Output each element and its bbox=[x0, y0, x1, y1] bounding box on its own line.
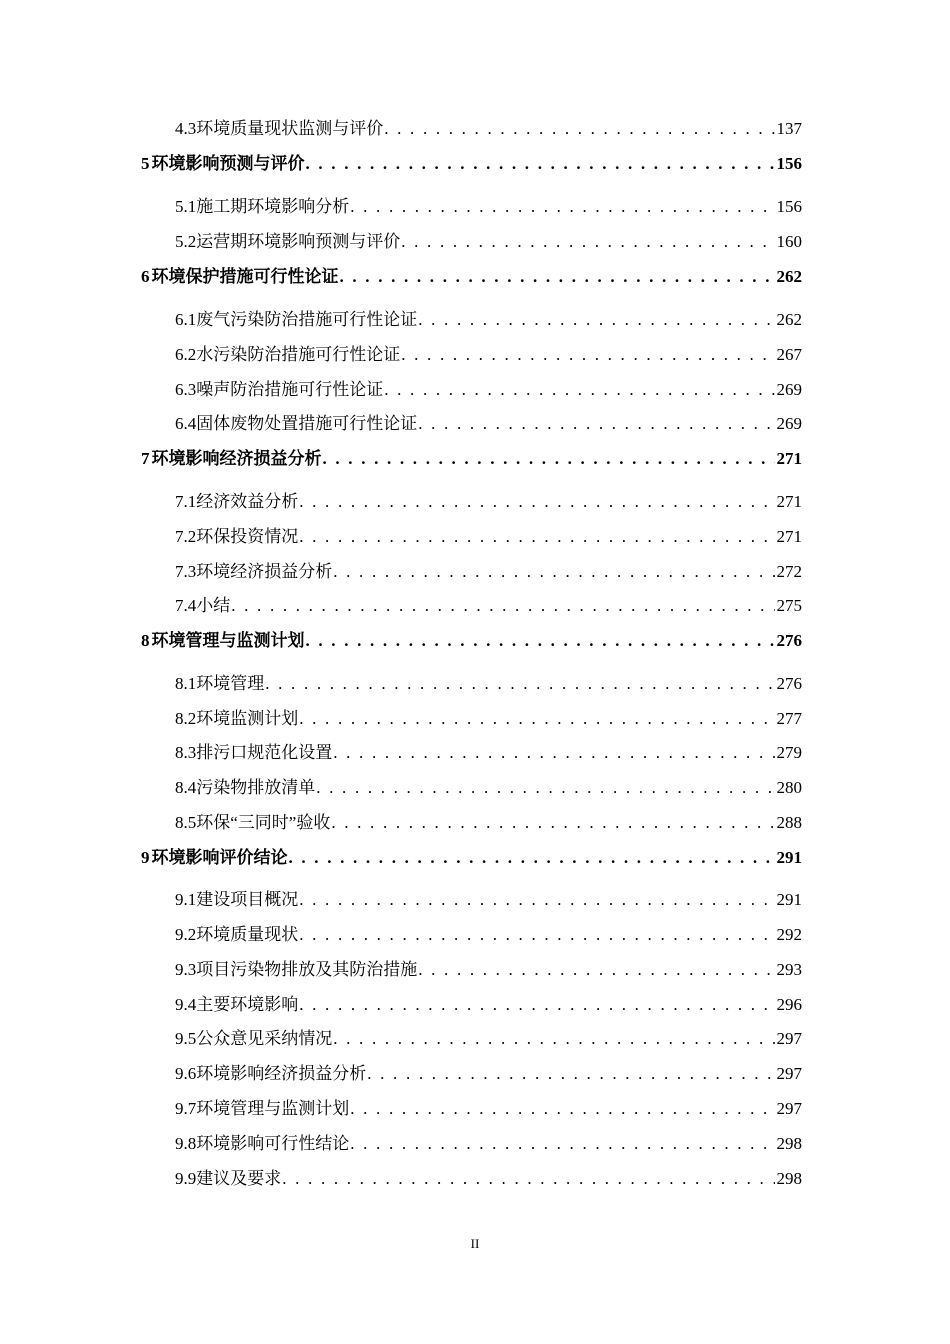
toc-entry-page: 279 bbox=[776, 743, 802, 762]
toc-entry-page: 262 bbox=[776, 267, 802, 286]
toc-dot-leader bbox=[418, 413, 774, 435]
toc-entry[interactable] bbox=[0, 524, 950, 550]
toc-entry[interactable] bbox=[0, 411, 950, 437]
toc-entry-page: 137 bbox=[776, 119, 802, 138]
toc-entry-page: 298 bbox=[776, 1169, 802, 1188]
toc-entry-title: 污染物排放清单 bbox=[196, 778, 316, 797]
toc-entry[interactable] bbox=[0, 957, 950, 983]
toc-entry[interactable] bbox=[0, 151, 950, 177]
toc-entry[interactable] bbox=[0, 342, 950, 368]
toc-entry-page: 292 bbox=[776, 925, 802, 944]
toc-entry[interactable] bbox=[0, 740, 950, 766]
toc-dot-leader bbox=[350, 1098, 774, 1120]
toc-entry-page: 272 bbox=[776, 562, 802, 581]
toc-dot-leader bbox=[299, 526, 774, 548]
toc-dot-leader bbox=[333, 561, 774, 583]
toc-entry-number: 9.7 bbox=[175, 1099, 197, 1118]
toc-entry[interactable] bbox=[0, 446, 950, 472]
toc-dot-leader bbox=[299, 889, 774, 911]
toc-entry[interactable] bbox=[0, 922, 950, 948]
toc-entry-title: 项目污染物排放及其防治措施 bbox=[196, 960, 418, 979]
toc-entry-title: 施工期环境影响分析 bbox=[196, 197, 350, 216]
toc-entry-number: 9 bbox=[141, 848, 150, 867]
toc-entry-page: 297 bbox=[776, 1099, 802, 1118]
toc-dot-leader bbox=[384, 379, 774, 401]
toc-entry-title: 环境影响评价结论 bbox=[151, 848, 288, 867]
toc-entry-title: 噪声防治措施可行性论证 bbox=[196, 380, 384, 399]
toc-entry[interactable] bbox=[0, 593, 950, 619]
toc-entry-page: 280 bbox=[776, 778, 802, 797]
toc-entry-title: 环境管理与监测计划 bbox=[151, 631, 305, 650]
toc-entry-number: 7.2 bbox=[175, 527, 197, 546]
toc-entry-number: 6.2 bbox=[175, 345, 197, 364]
toc-entry-page: 293 bbox=[776, 960, 802, 979]
toc-entry[interactable] bbox=[0, 194, 950, 220]
toc-dot-leader bbox=[401, 344, 774, 366]
toc-entry-page: 271 bbox=[776, 449, 802, 468]
toc-entry[interactable] bbox=[0, 887, 950, 913]
page-number: II bbox=[470, 1236, 480, 1251]
toc-dot-leader bbox=[231, 595, 774, 617]
toc-entry-page: 156 bbox=[776, 154, 802, 173]
toc-dot-leader bbox=[418, 309, 774, 331]
toc-entry-number: 9.8 bbox=[175, 1134, 197, 1153]
toc-entry[interactable] bbox=[0, 671, 950, 697]
toc-entry-title: 环境经济损益分析 bbox=[196, 562, 333, 581]
toc-entry-number: 9.4 bbox=[175, 995, 197, 1014]
toc-entry[interactable] bbox=[0, 229, 950, 255]
toc-entry-number: 8.4 bbox=[175, 778, 197, 797]
toc-entry-number: 6.4 bbox=[175, 414, 197, 433]
toc-entry-title: 废气污染防治措施可行性论证 bbox=[196, 310, 418, 329]
toc-entry-page: 276 bbox=[776, 674, 802, 693]
toc-dot-leader bbox=[265, 673, 774, 695]
toc-entry-page: 160 bbox=[776, 232, 802, 251]
toc-dot-leader bbox=[350, 196, 774, 218]
toc-entry-title: 建议及要求 bbox=[196, 1169, 282, 1188]
toc-dot-leader bbox=[384, 118, 774, 140]
toc-entry-page: 271 bbox=[776, 527, 802, 546]
toc-entry-page: 291 bbox=[776, 848, 802, 867]
toc-entry-title: 水污染防治措施可行性论证 bbox=[196, 345, 401, 364]
toc-entry-number: 9.9 bbox=[175, 1169, 197, 1188]
toc-dot-leader bbox=[333, 742, 774, 764]
toc-entry-page: 262 bbox=[776, 310, 802, 329]
toc-entry[interactable] bbox=[0, 706, 950, 732]
toc-entry[interactable] bbox=[0, 1166, 950, 1192]
toc-entry-title: 环保投资情况 bbox=[196, 527, 299, 546]
toc-dot-leader bbox=[289, 847, 775, 869]
toc-entry-page: 269 bbox=[776, 414, 802, 433]
toc-entry-number: 6 bbox=[141, 267, 150, 286]
toc-entry[interactable] bbox=[0, 628, 950, 654]
toc-entry-title: 主要环境影响 bbox=[196, 995, 299, 1014]
toc-entry-page: 297 bbox=[776, 1064, 802, 1083]
toc-entry-page: 156 bbox=[776, 197, 802, 216]
toc-entry-title: 环境影响经济损益分析 bbox=[151, 449, 322, 468]
toc-entry[interactable] bbox=[0, 992, 950, 1018]
toc-entry-title: 环境质量现状 bbox=[196, 925, 299, 944]
toc-entry-number: 5 bbox=[141, 154, 150, 173]
toc-entry-number: 5.2 bbox=[175, 232, 197, 251]
toc-entry-number: 9.2 bbox=[175, 925, 197, 944]
toc-dot-leader bbox=[306, 630, 775, 652]
toc-entry-number: 8.3 bbox=[175, 743, 197, 762]
toc-entry-number: 7.1 bbox=[175, 492, 197, 511]
toc-entry-title: 环境保护措施可行性论证 bbox=[151, 267, 339, 286]
toc-entry-page: 269 bbox=[776, 380, 802, 399]
toc-entry-number: 7.4 bbox=[175, 596, 197, 615]
toc-dot-leader bbox=[299, 491, 774, 513]
toc-dot-leader bbox=[282, 1168, 774, 1190]
toc-entry-number: 7.3 bbox=[175, 562, 197, 581]
toc-entry-number: 4.3 bbox=[175, 119, 197, 138]
toc-entry-title: 环境质量现状监测与评价 bbox=[196, 119, 384, 138]
toc-entry-title: 环境管理与监测计划 bbox=[196, 1099, 350, 1118]
toc-dot-leader bbox=[333, 1028, 774, 1050]
toc-entry-number: 9.3 bbox=[175, 960, 197, 979]
toc-entry-title: 环境监测计划 bbox=[196, 709, 299, 728]
toc-entry-page: 275 bbox=[776, 596, 802, 615]
toc-entry-page: 276 bbox=[776, 631, 802, 650]
toc-dot-leader bbox=[340, 266, 775, 288]
toc-entry-title: 环境影响预测与评价 bbox=[151, 154, 305, 173]
toc-entry-title: 环境影响可行性结论 bbox=[196, 1134, 350, 1153]
toc-entry-title: 排污口规范化设置 bbox=[196, 743, 333, 762]
toc-entry-page: 298 bbox=[776, 1134, 802, 1153]
toc-entry-number: 8.5 bbox=[175, 813, 197, 832]
toc-entry-title: 建设项目概况 bbox=[196, 890, 299, 909]
toc-entry-number: 8 bbox=[141, 631, 150, 650]
toc-entry[interactable] bbox=[0, 1096, 950, 1122]
toc-dot-leader bbox=[331, 812, 774, 834]
toc-dot-leader bbox=[299, 708, 774, 730]
toc-entry[interactable] bbox=[0, 775, 950, 801]
toc-entry[interactable] bbox=[0, 1061, 950, 1087]
toc-dot-leader bbox=[316, 777, 774, 799]
toc-entry-number: 5.1 bbox=[175, 197, 197, 216]
toc-dot-leader bbox=[401, 231, 774, 253]
toc-entry-page: 291 bbox=[776, 890, 802, 909]
toc-dot-leader bbox=[323, 448, 775, 470]
toc-entry[interactable] bbox=[0, 810, 950, 836]
toc-entry[interactable] bbox=[0, 1026, 950, 1052]
toc-dot-leader bbox=[367, 1063, 774, 1085]
toc-entry-title: 经济效益分析 bbox=[196, 492, 299, 511]
toc-dot-leader bbox=[418, 959, 774, 981]
toc-entry-number: 8.2 bbox=[175, 709, 197, 728]
toc-entry[interactable] bbox=[0, 377, 950, 403]
toc-entry-number: 9.6 bbox=[175, 1064, 197, 1083]
toc-entry-page: 277 bbox=[776, 709, 802, 728]
toc-entry[interactable] bbox=[0, 116, 950, 142]
toc-dot-leader bbox=[306, 153, 775, 175]
toc-dot-leader bbox=[299, 924, 774, 946]
toc-entry-number: 7 bbox=[141, 449, 150, 468]
toc-entry-title: 环境管理 bbox=[196, 674, 265, 693]
toc-entry[interactable] bbox=[0, 559, 950, 585]
toc-entry[interactable] bbox=[0, 264, 950, 290]
toc-entry[interactable] bbox=[0, 489, 950, 515]
toc-entry[interactable] bbox=[0, 307, 950, 333]
toc-entry-title: 固体废物处置措施可行性论证 bbox=[196, 414, 418, 433]
toc-entry-title: 运营期环境影响预测与评价 bbox=[196, 232, 401, 251]
toc-entry-page: 288 bbox=[776, 813, 802, 832]
toc-entry-title: 环境影响经济损益分析 bbox=[196, 1064, 367, 1083]
toc-entry-page: 297 bbox=[776, 1029, 802, 1048]
toc-entry[interactable] bbox=[0, 845, 950, 871]
toc-entry-page: 271 bbox=[776, 492, 802, 511]
toc-entry-title: 小结 bbox=[196, 596, 231, 615]
toc-dot-leader bbox=[299, 994, 774, 1016]
toc-entry-number: 6.3 bbox=[175, 380, 197, 399]
toc-entry[interactable] bbox=[0, 1131, 950, 1157]
toc-entry-number: 8.1 bbox=[175, 674, 197, 693]
toc-entry-page: 296 bbox=[776, 995, 802, 1014]
toc-entry-title: 公众意见采纳情况 bbox=[196, 1029, 333, 1048]
toc-entry-title: 环保“三同时”验收 bbox=[196, 813, 331, 832]
toc-dot-leader bbox=[350, 1133, 774, 1155]
toc-entry-number: 9.5 bbox=[175, 1029, 197, 1048]
toc-entry-number: 9.1 bbox=[175, 890, 197, 909]
toc-entry-page: 267 bbox=[776, 345, 802, 364]
toc-entry-number: 6.1 bbox=[175, 310, 197, 329]
